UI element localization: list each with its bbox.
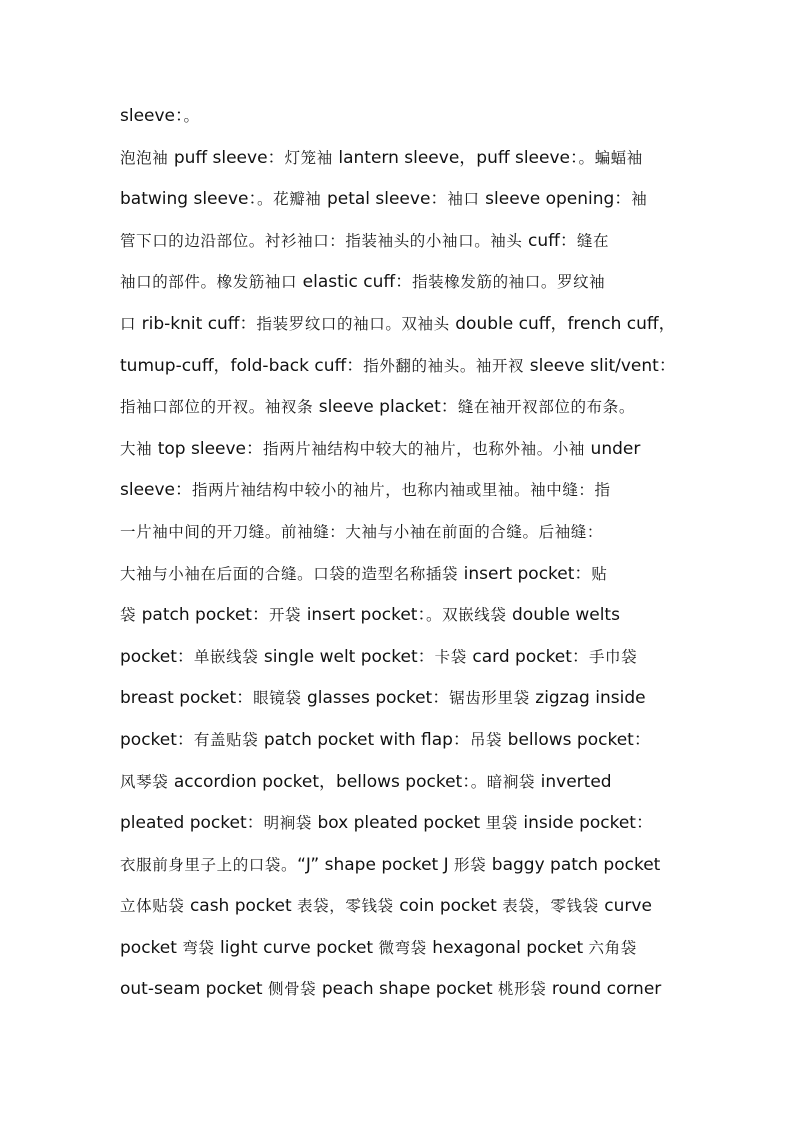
- text-line: [120, 179, 680, 221]
- text-line: [120, 969, 680, 1011]
- chinese-text: 。花瓣袖: [257, 190, 327, 209]
- chinese-text: 大袖与小袖在后面的合缝。口袋的造型名称插袋: [120, 564, 464, 583]
- english-term: “J” shape pocket J: [297, 854, 455, 875]
- text-line: [120, 886, 680, 928]
- chinese-text: 明裥袋: [263, 814, 318, 833]
- chinese-text: 管下口的边沿部位。衬衫袖口：指装袖头的小袖口。袖头: [120, 231, 529, 250]
- text-line: [120, 554, 680, 596]
- english-term: coin pocket: [399, 896, 503, 917]
- english-term: insert pocket：: [306, 605, 426, 626]
- chinese-text: 袖口的部件。橡发筋袖口: [120, 273, 303, 292]
- text-line: [120, 637, 680, 679]
- english-term: pocket：: [120, 729, 194, 750]
- english-term: sleeve：: [120, 106, 184, 126]
- chinese-text: 指装橡发筋的袖口。罗纹袖: [412, 273, 606, 292]
- text-line: [120, 595, 680, 637]
- english-term: baggy patch pocket: [491, 854, 661, 875]
- chinese-text: 形袋: [454, 855, 492, 874]
- english-term: zigzag inside: [535, 688, 646, 709]
- english-term: card pocket：: [472, 646, 589, 667]
- text-line: [120, 96, 680, 138]
- english-term: cuff：: [528, 230, 577, 251]
- english-term: elastic cuff：: [302, 272, 413, 293]
- text-line: [120, 429, 680, 471]
- body-text: [120, 96, 680, 1011]
- chinese-text: 。: [183, 107, 200, 125]
- text-line: [120, 845, 680, 887]
- english-term: tumup-cuff，fold-back cuff：: [120, 355, 364, 376]
- english-term: sleeve slit/vent：: [529, 355, 676, 376]
- text-line: [120, 512, 680, 554]
- text-line: [120, 720, 680, 762]
- chinese-text: 卡袋: [434, 647, 473, 666]
- english-term: light curve pocket: [220, 937, 379, 958]
- chinese-text: 袋: [120, 606, 142, 625]
- english-term: petal sleeve：: [326, 189, 448, 210]
- english-term: hexagonal pocket: [432, 937, 589, 958]
- english-term: patch pocket with flap：: [263, 729, 470, 750]
- chinese-text: 指外翻的袖头。袖开衩: [363, 356, 530, 375]
- chinese-text: 单嵌线袋: [193, 647, 264, 666]
- text-line: [120, 304, 680, 346]
- text-line: [120, 678, 680, 720]
- chinese-text: 六角袋: [588, 938, 637, 957]
- english-term: curve: [604, 896, 652, 917]
- chinese-text: 锯齿形里袋: [449, 689, 536, 708]
- chinese-text: 指两片袖结构中较大的袖片，也称外袖。小袖: [263, 439, 591, 458]
- chinese-text: 开袋: [268, 606, 307, 625]
- chinese-text: 缝在: [576, 231, 610, 250]
- chinese-text: 弯袋: [182, 938, 221, 957]
- english-term: bellows pocket：: [507, 729, 651, 750]
- english-term: sleeve：: [120, 480, 193, 501]
- english-term: inverted: [540, 771, 612, 792]
- english-term: glasses pocket：: [306, 688, 450, 709]
- text-line: [120, 346, 680, 388]
- chinese-text: 有盖贴袋: [193, 730, 264, 749]
- chinese-text: 口: [120, 314, 142, 333]
- chinese-text: 手巾袋: [588, 647, 638, 666]
- chinese-text: 泡泡袖: [120, 148, 174, 167]
- english-term: batwing sleeve：: [120, 189, 257, 210]
- chinese-text: 一片袖中间的开刀缝。前袖缝：大袖与小袖在前面的合缝。后袖缝：: [120, 522, 604, 541]
- english-term: out-seam pocket: [120, 979, 268, 1000]
- chinese-text: 袖: [631, 190, 648, 209]
- english-term: sleeve opening：: [485, 189, 632, 210]
- text-line: [120, 762, 680, 804]
- chinese-text: 眼镜袋: [253, 689, 307, 708]
- chinese-text: 大袖: [120, 439, 158, 458]
- chinese-text: 里袋: [485, 814, 524, 833]
- text-line: [120, 221, 680, 263]
- text-line: [120, 928, 680, 970]
- english-term: sleeve placket：: [318, 397, 458, 418]
- english-term: patch pocket：: [141, 605, 269, 626]
- chinese-text: 袖口: [447, 190, 486, 209]
- chinese-text: 。蝙蝠袖: [578, 148, 643, 167]
- text-line: [120, 470, 680, 512]
- english-term: cash pocket: [189, 896, 298, 917]
- chinese-text: 吊袋: [469, 730, 508, 749]
- english-term: accordion pocket，bellows pocket：: [173, 771, 471, 792]
- chinese-text: 桃形袋: [498, 980, 552, 999]
- text-line: [120, 803, 680, 845]
- english-term: puff sleeve：: [173, 147, 285, 168]
- english-term: lantern sleeve，puff sleeve：: [338, 147, 579, 168]
- chinese-text: 风琴袋: [120, 772, 174, 791]
- chinese-text: 衣服前身里子上的口袋。: [120, 855, 298, 874]
- english-term: peach shape pocket: [321, 979, 499, 1000]
- english-term: under: [590, 438, 641, 459]
- chinese-text: 表袋，零钱袋: [297, 897, 400, 916]
- chinese-text: 贴: [591, 564, 608, 583]
- chinese-text: 。双嵌线袋: [425, 606, 512, 625]
- chinese-text: 指装罗纹口的袖口。双袖头: [256, 314, 456, 333]
- english-term: pocket: [120, 937, 183, 958]
- english-term: double cuff，french cuff，: [455, 313, 676, 334]
- english-term: box pleated pocket: [317, 813, 486, 834]
- chinese-text: 指两片袖结构中较小的袖片，也称内袖或里袖。袖中缝：指: [192, 481, 611, 500]
- english-term: pocket：: [120, 646, 194, 667]
- text-line: [120, 262, 680, 304]
- chinese-text: 灯笼袖: [284, 148, 339, 167]
- chinese-text: 微弯袋: [378, 938, 433, 957]
- english-term: rib-knit cuff：: [141, 313, 257, 334]
- chinese-text: 指袖口部位的开衩。袖衩条: [120, 398, 319, 417]
- english-term: single welt pocket：: [263, 646, 435, 667]
- chinese-text: 。暗裥袋: [470, 772, 541, 791]
- chinese-text: 表袋，零钱袋: [502, 897, 605, 916]
- chinese-text: 立体贴袋: [120, 897, 190, 916]
- text-line: [120, 387, 680, 429]
- text-line: [120, 138, 680, 180]
- chinese-text: 侧骨袋: [267, 980, 322, 999]
- english-term: round corner: [551, 979, 662, 1000]
- english-term: insert pocket：: [463, 563, 592, 584]
- english-term: pleated pocket：: [120, 813, 264, 834]
- chinese-text: 缝在袖开衩部位的布条。: [457, 398, 635, 417]
- english-term: breast pocket：: [120, 688, 254, 709]
- english-term: top sleeve：: [157, 438, 264, 459]
- english-term: double welts: [512, 605, 620, 626]
- english-term: inside pocket：: [523, 813, 653, 834]
